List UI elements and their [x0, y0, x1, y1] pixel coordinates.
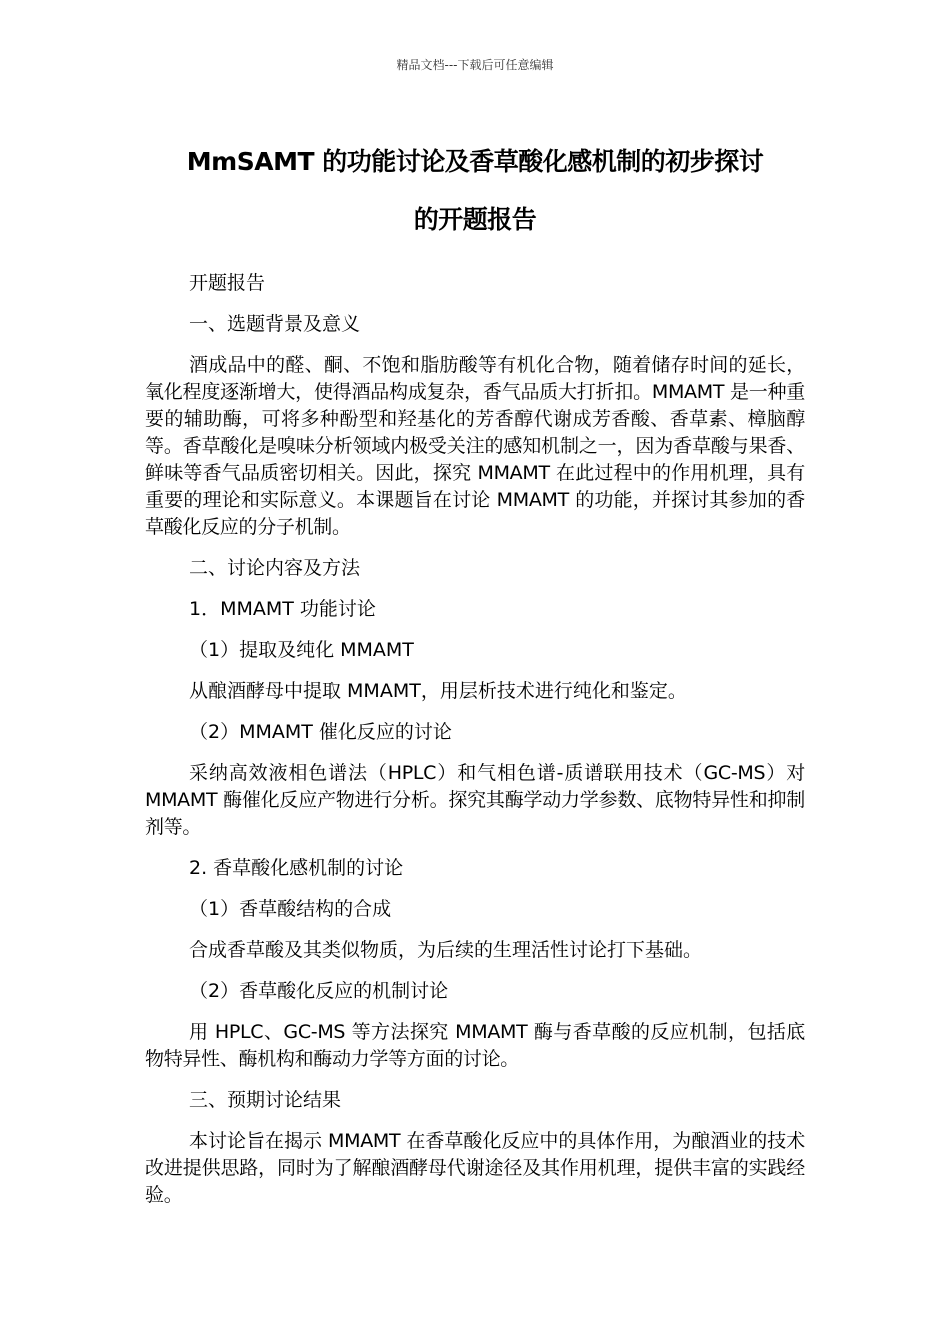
- subsection-heading-2: 2. 香草酸化感机制的讨论: [189, 857, 404, 879]
- document-title: [120, 133, 830, 249]
- paragraph-catalysis: 采纳高效液相色谱法（HPLC）和气相色谱-质谱联用技术（GC-MS）对 MMAMT 酶催化反应产物进行分析。探究其酶学动力学参数、底物特异性和抑制剂等。: [145, 762, 805, 838]
- item-heading-2-2: （2）香草酸化反应的机制讨论: [189, 980, 449, 1002]
- section-heading-2: 二、讨论内容及方法: [189, 557, 361, 579]
- subsection-heading-1: 1．MMAMT 功能讨论: [189, 598, 376, 620]
- paragraph-expected-results: 本讨论旨在揭示 MMAMT 在香草酸化反应中的具体作用，为酿酒业的技术改进提供思路，同时为了解酿酒酵母代谢途径及其作用机理，提供丰富的实践经验。: [145, 1130, 805, 1206]
- paragraph-extraction: 从酿酒酵母中提取 MMAMT，用层析技术进行纯化和鉴定。: [189, 680, 687, 702]
- document-body: [145, 270, 805, 1209]
- item-heading-1-1: （1）提取及纯化 MMAMT: [189, 639, 414, 661]
- paragraph-synthesis: 合成香草酸及其类似物质，为后续的生理活性讨论打下基础。: [189, 939, 703, 961]
- title-line-1: MmSAMT 的功能讨论及香草酸化感机制的初步探讨: [186, 147, 764, 176]
- section-heading-1: 一、选题背景及意义: [189, 313, 361, 335]
- header-note: 精品文档---下载后可任意编辑: [396, 58, 554, 72]
- section-heading-3: 三、预期讨论结果: [189, 1089, 342, 1111]
- item-heading-2-1: （1）香草酸结构的合成: [189, 898, 392, 920]
- paragraph-mechanism: 用 HPLC、GC-MS 等方法探究 MMAMT 酶与香草酸的反应机制，包括底物特异性、酶机构和酶动力学等方面的讨论。: [145, 1021, 805, 1070]
- title-line-2: 的开题报告: [413, 205, 537, 234]
- item-heading-1-2: （2）MMAMT 催化反应的讨论: [189, 721, 452, 743]
- section-label: 开题报告: [189, 272, 266, 294]
- paragraph-background: 酒成品中的醛、酮、不饱和脂肪酸等有机化合物，随着储存时间的延长，氧化程度逐渐增大，使得酒品构成复杂，香气品质大打折扣。MMAMT 是一种重要的辅助酶，可将多种酚型和羟基化的芳香醇代谢成芳香酸、香草素、樟脑醇等。香草酸化是嗅味分析领域内极受关注的感知机制之一，因为香草酸与果香、鲜味等香气品质密切相关。因此，探究 MMAMT 在此过程中的作用机理，具有重要的理论和实际意义。本课题旨在讨论 MMAMT 的功能，并探讨其参加的香草酸化反应的分子机制。: [145, 354, 805, 538]
